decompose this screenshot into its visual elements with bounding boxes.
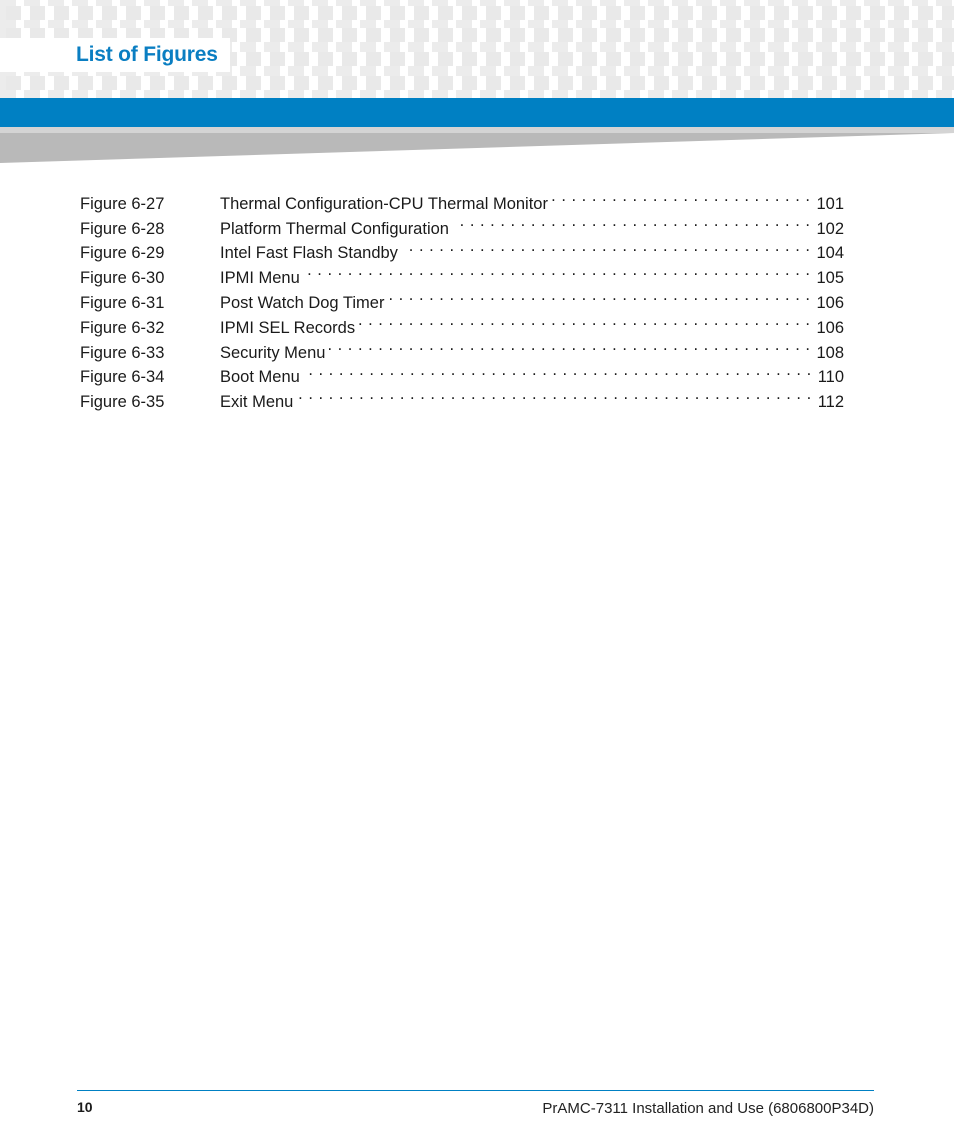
- dot-leader: [402, 234, 811, 259]
- figure-page: 101: [816, 194, 844, 213]
- figure-title: IPMI SEL Records: [220, 318, 356, 337]
- figure-title: Exit Menu: [220, 393, 294, 412]
- footer-document-title: PrAMC-7311 Installation and Use (6806800P34D): [542, 1100, 874, 1117]
- figure-page: 104: [816, 244, 844, 263]
- dot-leader: [304, 358, 812, 383]
- dot-leader: [453, 209, 811, 234]
- figure-number: Figure 6-31: [80, 293, 165, 312]
- dot-leader: [552, 184, 810, 209]
- figure-page: 112: [817, 393, 844, 412]
- figure-number: Figure 6-33: [80, 343, 165, 362]
- figure-title: Intel Fast Flash Standby: [220, 244, 398, 263]
- page-title: List of Figures: [0, 38, 230, 72]
- figure-page: 108: [816, 343, 844, 362]
- figure-number: Figure 6-27: [80, 194, 165, 213]
- dot-leader: [359, 308, 810, 333]
- figure-number: Figure 6-29: [80, 244, 165, 263]
- footer-page-number: 10: [77, 1099, 93, 1115]
- header-gray-wedge: [0, 127, 954, 163]
- figure-page: 106: [816, 318, 844, 337]
- figure-title: Security Menu: [220, 343, 326, 362]
- figure-number: Figure 6-35: [80, 393, 165, 412]
- dot-leader: [297, 382, 811, 407]
- figure-title: Post Watch Dog Timer: [220, 293, 385, 312]
- figure-list: [80, 184, 844, 412]
- figure-title: IPMI Menu: [220, 269, 300, 288]
- dot-leader: [329, 333, 810, 358]
- figure-number: Figure 6-32: [80, 318, 165, 337]
- figure-page: 110: [817, 368, 844, 387]
- figure-entry[interactable]: [80, 184, 844, 213]
- figure-number: Figure 6-34: [80, 368, 165, 387]
- figure-page: 102: [816, 219, 844, 238]
- figure-title: Platform Thermal Configuration: [220, 219, 449, 238]
- figure-title: Boot Menu: [220, 368, 300, 387]
- figure-number: Figure 6-30: [80, 269, 165, 288]
- dot-leader: [388, 283, 810, 308]
- header-blue-bar: [0, 98, 954, 127]
- figure-page: 105: [816, 269, 844, 288]
- figure-title: Thermal Configuration-CPU Thermal Monitor: [220, 194, 548, 213]
- figure-number: Figure 6-28: [80, 219, 165, 238]
- footer-divider: [77, 1090, 874, 1091]
- dot-leader: [304, 258, 811, 283]
- figure-page: 106: [816, 293, 844, 312]
